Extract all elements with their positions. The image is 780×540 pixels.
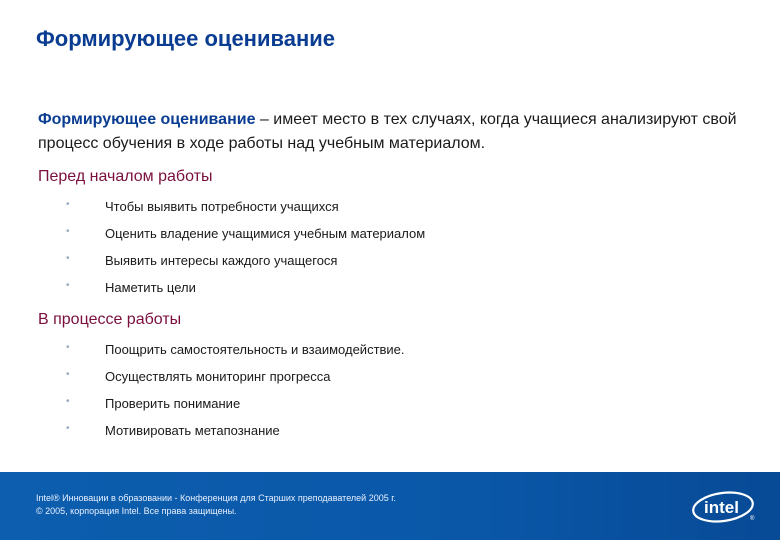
list-item-text: Поощрить самостоятельность и взаимодействие. bbox=[105, 342, 405, 357]
section-heading-during: В процессе работы bbox=[38, 311, 182, 328]
bullet-icon: • bbox=[66, 226, 70, 237]
bullet-icon: • bbox=[66, 423, 70, 434]
footer-conference-text: Intel® Инновации в образовании - Конференция для Старших преподавателей 2005 г. bbox=[36, 493, 396, 503]
list-item-text: Чтобы выявить потребности учащихся bbox=[105, 199, 339, 214]
footer-bar bbox=[0, 472, 780, 540]
intel-logo-text: intel bbox=[704, 498, 739, 517]
list-item-text: Наметить цели bbox=[105, 280, 196, 295]
bullet-icon: • bbox=[66, 396, 70, 407]
intro-paragraph bbox=[38, 108, 758, 156]
intel-logo-mark: ® bbox=[750, 516, 755, 522]
list-item-text: Осуществлять мониторинг прогресса bbox=[105, 369, 331, 384]
bullet-icon: • bbox=[66, 369, 70, 380]
footer-copyright-text: © 2005, корпорация Intel. Все права защищены. bbox=[36, 506, 237, 516]
list-item-text: Проверить понимание bbox=[105, 396, 241, 411]
section-heading-before: Перед началом работы bbox=[38, 168, 213, 185]
bullet-icon: • bbox=[66, 253, 70, 264]
intel-logo bbox=[690, 486, 760, 526]
bullet-icon: • bbox=[66, 280, 70, 291]
list-item-text: Оценить владение учащимися учебным материалом bbox=[105, 226, 426, 241]
slide-title: Формирующее оценивание bbox=[36, 26, 336, 51]
intro-term: Формирующее оценивание bbox=[38, 111, 256, 128]
bullet-icon: • bbox=[66, 199, 70, 210]
intro-text: – имеет место в тех случаях, когда учащиеся анализируют свой процесс обучения в ходе работы над учебным материалом. bbox=[38, 111, 737, 152]
list-item-text: Выявить интересы каждого учащегося bbox=[105, 253, 338, 268]
bullet-icon: • bbox=[66, 342, 70, 353]
list-item-text: Мотивировать метапознание bbox=[105, 423, 280, 438]
